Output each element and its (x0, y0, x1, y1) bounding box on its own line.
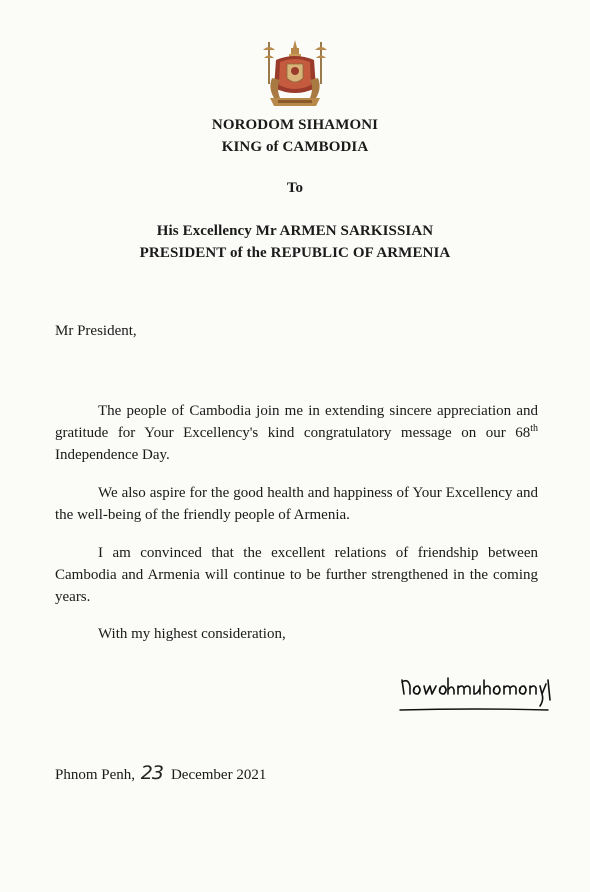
paragraph-1 (55, 400, 538, 466)
to-label: To (286, 180, 304, 196)
place-and-date (55, 762, 266, 786)
sender-title: KING of CAMBODIA (221, 139, 369, 155)
paragraph-3: I am convinced that the excellent relations of friendship between Cambodia and Armenia will continue to be further strengthened in the coming years. (55, 545, 538, 605)
closing-line: With my highest consideration, (98, 626, 286, 642)
recipient-name: His Excellency Mr ARMEN SARKISSIAN (156, 223, 434, 239)
place: Phnom Penh, (55, 767, 136, 783)
recipient-title: PRESIDENT of the REPUBLIC OF ARMENIA (139, 245, 451, 261)
ordinal-suffix: th (530, 423, 538, 434)
handwritten-signature-icon (396, 666, 556, 722)
salutation: Mr President, (55, 323, 137, 339)
paragraph-2: We also aspire for the good health and happiness of Your Excellency and the well-being of the friendly people of Armenia. (55, 485, 538, 523)
paragraph-1-end: Independence Day. (55, 447, 170, 463)
paragraph-1-text: The people of Cambodia join me in extending sincere appreciation and gratitude for Your Excellency's kind congratulatory message on our 68 (55, 403, 538, 441)
handwritten-day: 23 (140, 762, 163, 784)
month-year: December 2021 (170, 767, 267, 783)
royal-coat-of-arms-icon (256, 38, 334, 110)
sender-name: NORODOM SIHAMONI (211, 117, 379, 133)
